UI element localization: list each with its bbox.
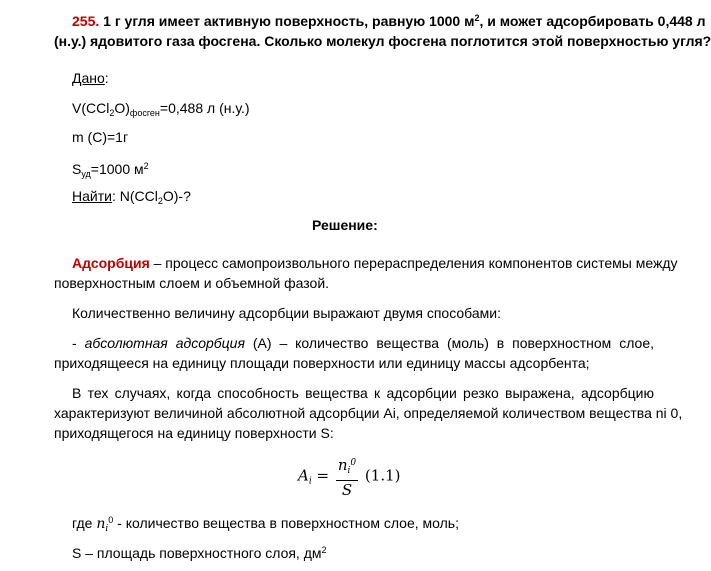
problem-line-2: (н.у.) ядовитого газа фосгена. Сколько молекул фосгена поглотится этой поверхностью угля?	[54, 33, 711, 49]
given-s-value: =1000 м	[90, 161, 144, 177]
given-mass: m (C)=1г	[72, 129, 129, 145]
s-definition-line	[72, 541, 327, 562]
given-s-sup: 2	[143, 161, 149, 171]
problem-number: 255.	[72, 13, 100, 29]
given-v-mid: O)	[114, 100, 130, 116]
absolute-rest: (А) – количество вещества (моль) в поверхностном слое,	[244, 335, 654, 351]
problem-text-a: 1 г угля имеет активную поверхность, равную 1000 м	[99, 13, 475, 29]
s-def-sup: 2	[321, 545, 327, 555]
given-v-sub-phosgene: фосген	[129, 108, 160, 118]
case-line-1: В тех случаях, когда способность вещества к адсорбции резко выражена, адсорбцию	[72, 385, 654, 401]
where-text: - количество вещества в поверхностном слое, моль;	[113, 515, 459, 531]
term-adsorption: Адсорбция	[72, 255, 150, 271]
given-label	[72, 69, 109, 87]
given-v-value: =0,488 л (н.у.)	[159, 100, 250, 116]
where-sup: 0	[108, 515, 114, 525]
where-sub: i	[105, 524, 109, 534]
definition-text: – процесс самопроизвольного перераспределения компонентов системы между	[149, 255, 678, 271]
find-end: O)-?	[162, 188, 191, 204]
problem-text-b: , и может адсорбировать 0,448 л	[479, 13, 706, 29]
given-s-sub: уд	[81, 169, 91, 179]
where-line	[72, 511, 459, 538]
find-sub: 2	[157, 196, 163, 206]
methods-line: Количественно величину адсорбции выражают двумя способами:	[72, 305, 501, 321]
formula-1-1	[298, 454, 400, 499]
s-def-text: S – площадь поверхностного слоя, дм	[72, 545, 322, 561]
given-v-sub2: 2	[109, 108, 115, 118]
case-line-3: приходящегося на единицу поверхности S:	[54, 425, 334, 441]
find-line	[72, 187, 191, 210]
formula-eq: =	[311, 466, 334, 485]
formula-denominator: S	[341, 481, 353, 499]
definition-line-2: поверхностным слоем и объемной фазой.	[54, 275, 330, 291]
given-v-prefix: V(CCl	[72, 100, 110, 116]
given-colon: :	[104, 70, 109, 86]
find-label: Найти	[72, 188, 112, 204]
formula-num: n	[337, 456, 348, 474]
problem-line-1	[72, 9, 706, 30]
absolute-term: абсолютная адсорбция	[84, 335, 245, 351]
formula-lhs-sub: i	[308, 476, 312, 487]
formula-lhs: A	[298, 466, 309, 485]
absolute-dash: -	[72, 335, 85, 351]
formula-numerator	[336, 454, 358, 481]
formula-fraction	[336, 454, 358, 499]
definition-line-1	[72, 254, 678, 272]
given-label-text: Дано	[72, 70, 105, 86]
find-text: : N(CCl	[111, 188, 158, 204]
formula-num-sup: 0	[350, 458, 357, 468]
formula-num-sub: i	[347, 466, 351, 476]
solution-heading: Решение:	[312, 217, 378, 233]
given-area	[72, 157, 149, 183]
where-prefix: где	[72, 515, 97, 531]
where-n: n	[96, 516, 106, 532]
given-volume	[72, 99, 250, 122]
formula-ref: (1.1)	[364, 466, 401, 485]
absolute-line-1	[72, 334, 654, 352]
absolute-line-2: приходящееся на единицу площади поверхности или единицу массы адсорбента;	[54, 355, 590, 371]
case-line-2: характеризуют величиной абсолютной адсорбции Ai, определяемой количеством вещества ni 0,	[54, 405, 683, 421]
given-s-prefix: S	[72, 161, 82, 177]
problem-sup: 2	[474, 13, 480, 23]
